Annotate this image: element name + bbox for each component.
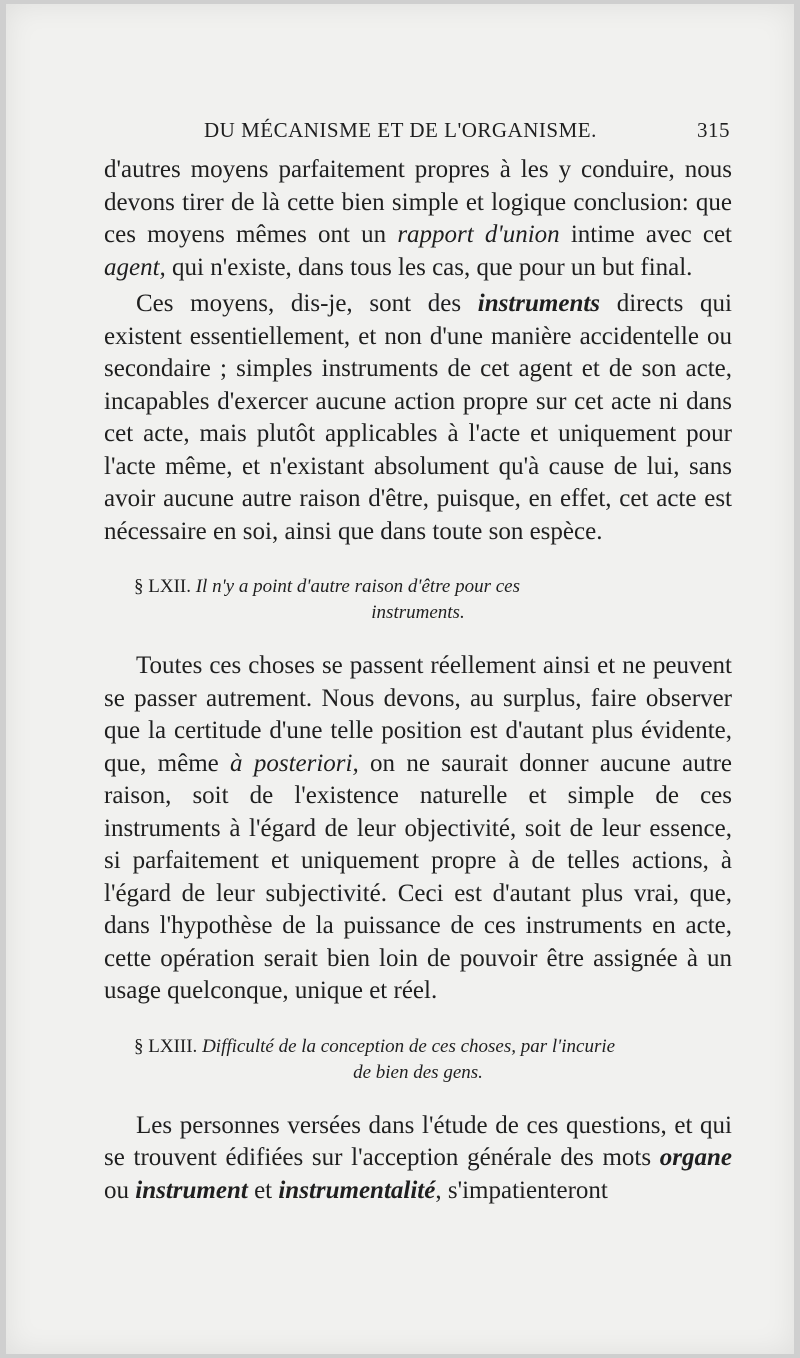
emphasis-organe: organe <box>659 1144 732 1171</box>
section-title: Il n'y a point d'autre raison d'être pour ces <box>195 576 520 597</box>
emphasis-rapport-d-union: rapport d'union <box>397 221 560 248</box>
section-title: Difficulté de la conception de ces choses, par l'incurie <box>202 1035 616 1057</box>
page-number: 315 <box>697 118 730 142</box>
section-number: § LXIII. <box>134 1035 198 1057</box>
paragraph-1: d'autres moyens parfaitement propres à les y conduire, nous devons tirer de là cette bien simple et logique conclusion: que ces moyens mêmes ont un rapport d'union intime avec cet agent, qui n'existe, dans tous les cas, que pour un but final. <box>104 156 733 281</box>
paragraph-2: Ces moyens, dis-je, sont des instruments directs qui existent essentiellement, et non d'une manière accidentelle ou secondaire ; simples instruments de cet agent et de son acte, incapables d'exercer aucune action propre sur cet acte ni dans cet acte, mais plutôt applicables à l'acte et uniquement pour l'acte même, et n'existant absolument qu'à cause de lui, sans avoir aucune autre raison d'être, puisque, en effet, cet acte est nécessaire en soi, ainsi que dans toute son espèce. <box>104 290 732 545</box>
paragraph-3: Toutes ces choses se passent réellement ainsi et ne peuvent se passer autrement. Nous devons, au surplus, faire observer que la certitude d'une telle position est d'autant plus évidente, que, même à posteriori, on ne saurait donner aucune autre raison, soit de l'existence naturelle et simple de ces instruments à l'égard de leur objectivité, soit de leur essence, si parfaitement et uniquement propre à de telles actions, à l'égard de leur subjectivité. Ceci est d'autant plus vrai, que, dans l'hypothèse de la puissance de ces instruments en acte, cette opération serait bien loin de pouvoir être assignée à un usage quelconque, unique et réel. <box>104 652 732 1004</box>
page-content <box>104 114 732 1207</box>
running-title: DU MÉCANISME ET DE L'ORGANISME. <box>204 118 597 142</box>
emphasis-a-posteriori: à posteriori, <box>230 749 359 777</box>
running-header <box>104 114 732 154</box>
section-heading-lxiii <box>104 1034 732 1086</box>
section-heading-lxii <box>104 574 732 626</box>
book-page <box>6 4 794 1354</box>
section-number: § LXII. <box>134 576 191 597</box>
section-title-continued: de bien des gens. <box>353 1061 483 1083</box>
section-title-continued: instruments. <box>371 602 465 623</box>
emphasis-instrumentalite: instrumentalité <box>278 1176 436 1204</box>
emphasis-agent: agent, <box>104 253 166 281</box>
emphasis-instrument: instrument <box>135 1176 248 1204</box>
paragraph-4: Les personnes versées dans l'étude de ces questions, et qui se trouvent édifiées sur l'acception générale des mots organe ou instrument et instrumentalité, s'impatienteront <box>104 1111 732 1204</box>
emphasis-instruments: instruments <box>477 290 601 317</box>
